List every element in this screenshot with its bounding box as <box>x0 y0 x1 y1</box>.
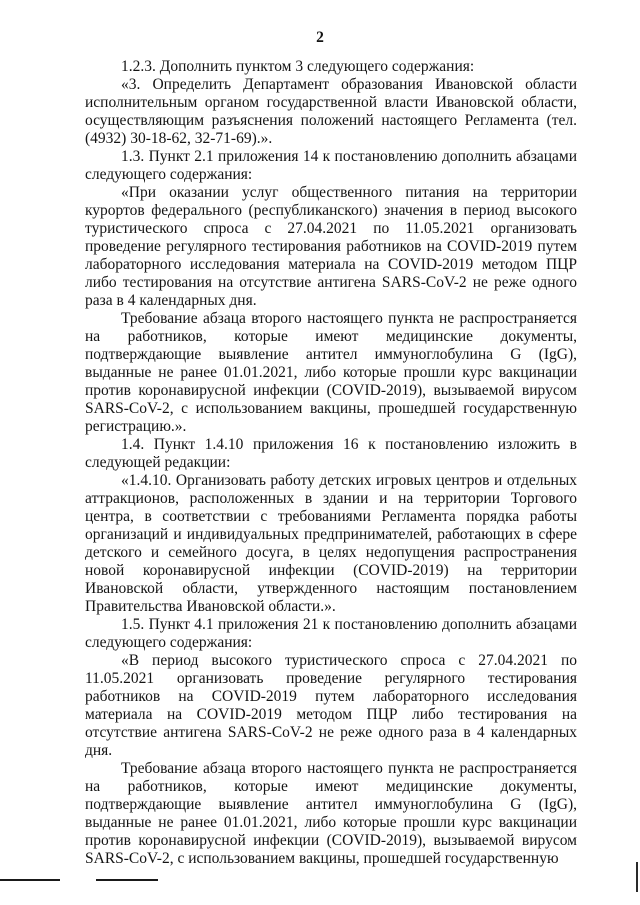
paragraph-1-5-content: «В период высокого туристического спроса с 27.04.2021 по 11.05.2021 организовать проведение регулярного тестирования работников на COVID-2019 путем лабораторного исследования материала на COVID-2019 методом ПЦР либо тестирования на отсутствие антигена SARS-CoV-2 не реже одного раза в 4 календарных дня. <box>85 652 577 759</box>
paragraph-1-3-requirement: Требование абзаца второго настоящего пункта не распространяется на работников, которые имеют медицинские документы, подтверждающие выявление антител иммуноглобулина G (IgG), выданные не ранее 01.01.2021, либо которые прошли курс вакцинации против коронавирусной инфекции (COVID-2019), вызываемой вирусом SARS-CoV-2, с использованием вакцины, прошедшей государственную регистрацию.». <box>85 310 577 435</box>
paragraph-1-4-content: «1.4.10. Организовать работу детских игровых центров и отдельных аттракционов, расположенных в здании и на территории Торгового центра, в соответствии с требованиями Регламента порядка работы организаций и индивидуальных предпринимателей, работающих в сфере детского и семейного досуга, в целях недопущения распространения новой коронавирусной инфекции (COVID-2019) на территории Ивановской области, утвержденного настоящим постановлением Правительства Ивановской области.». <box>85 472 577 615</box>
paragraph-1-5-heading: 1.5. Пункт 4.1 приложения 21 к постановлению дополнить абзацами следующего содержания: <box>85 616 577 651</box>
footer-divider-right <box>96 879 158 881</box>
paragraph-1-2-3-heading: 1.2.3. Дополнить пунктом 3 следующего содержания: <box>121 58 475 75</box>
paragraph-1-3-content: «При оказании услуг общественного питания на территории курортов федерального (республиканского) значения в период высокого туристического спроса с 27.04.2021 по 11.05.2021 организовать проведение регулярного тестирования работников на COVID-2019 путем лабораторного исследования материала на COVID-2019 методом ПЦР либо тестирования на отсутствие антигена SARS-CoV-2 не реже одного раза в 4 календарных дня. <box>85 184 577 309</box>
document-body <box>85 58 577 868</box>
scan-edge-mark <box>636 862 638 892</box>
paragraph-1-5-requirement: Требование абзаца второго настоящего пункта не распространяется на работников, которые имеют медицинские документы, подтверждающие выявление антител иммуноглобулина G (IgG), выданные не ранее 01.01.2021, либо которые прошли курс вакцинации против коронавирусной инфекции (COVID-2019), вызываемой вирусом SARS-CoV-2, с использованием вакцины, прошедшей государственную <box>85 760 577 867</box>
paragraph-1-4-heading: 1.4. Пункт 1.4.10 приложения 16 к постановлению изложить в следующей редакции: <box>85 436 577 471</box>
paragraph-1-3-heading: 1.3. Пункт 2.1 приложения 14 к постановлению дополнить абзацами следующего содержания: <box>85 148 577 183</box>
page-number: 2 <box>316 29 324 46</box>
footer-divider-left <box>0 879 60 881</box>
paragraph-1-2-3-content: «3. Определить Департамент образования Ивановской области исполнительным органом государственной власти Ивановской области, осуществляющим разъяснения положений настоящего Регламента (тел. (4932) 30-18-62, 32-71-69).». <box>85 76 577 147</box>
